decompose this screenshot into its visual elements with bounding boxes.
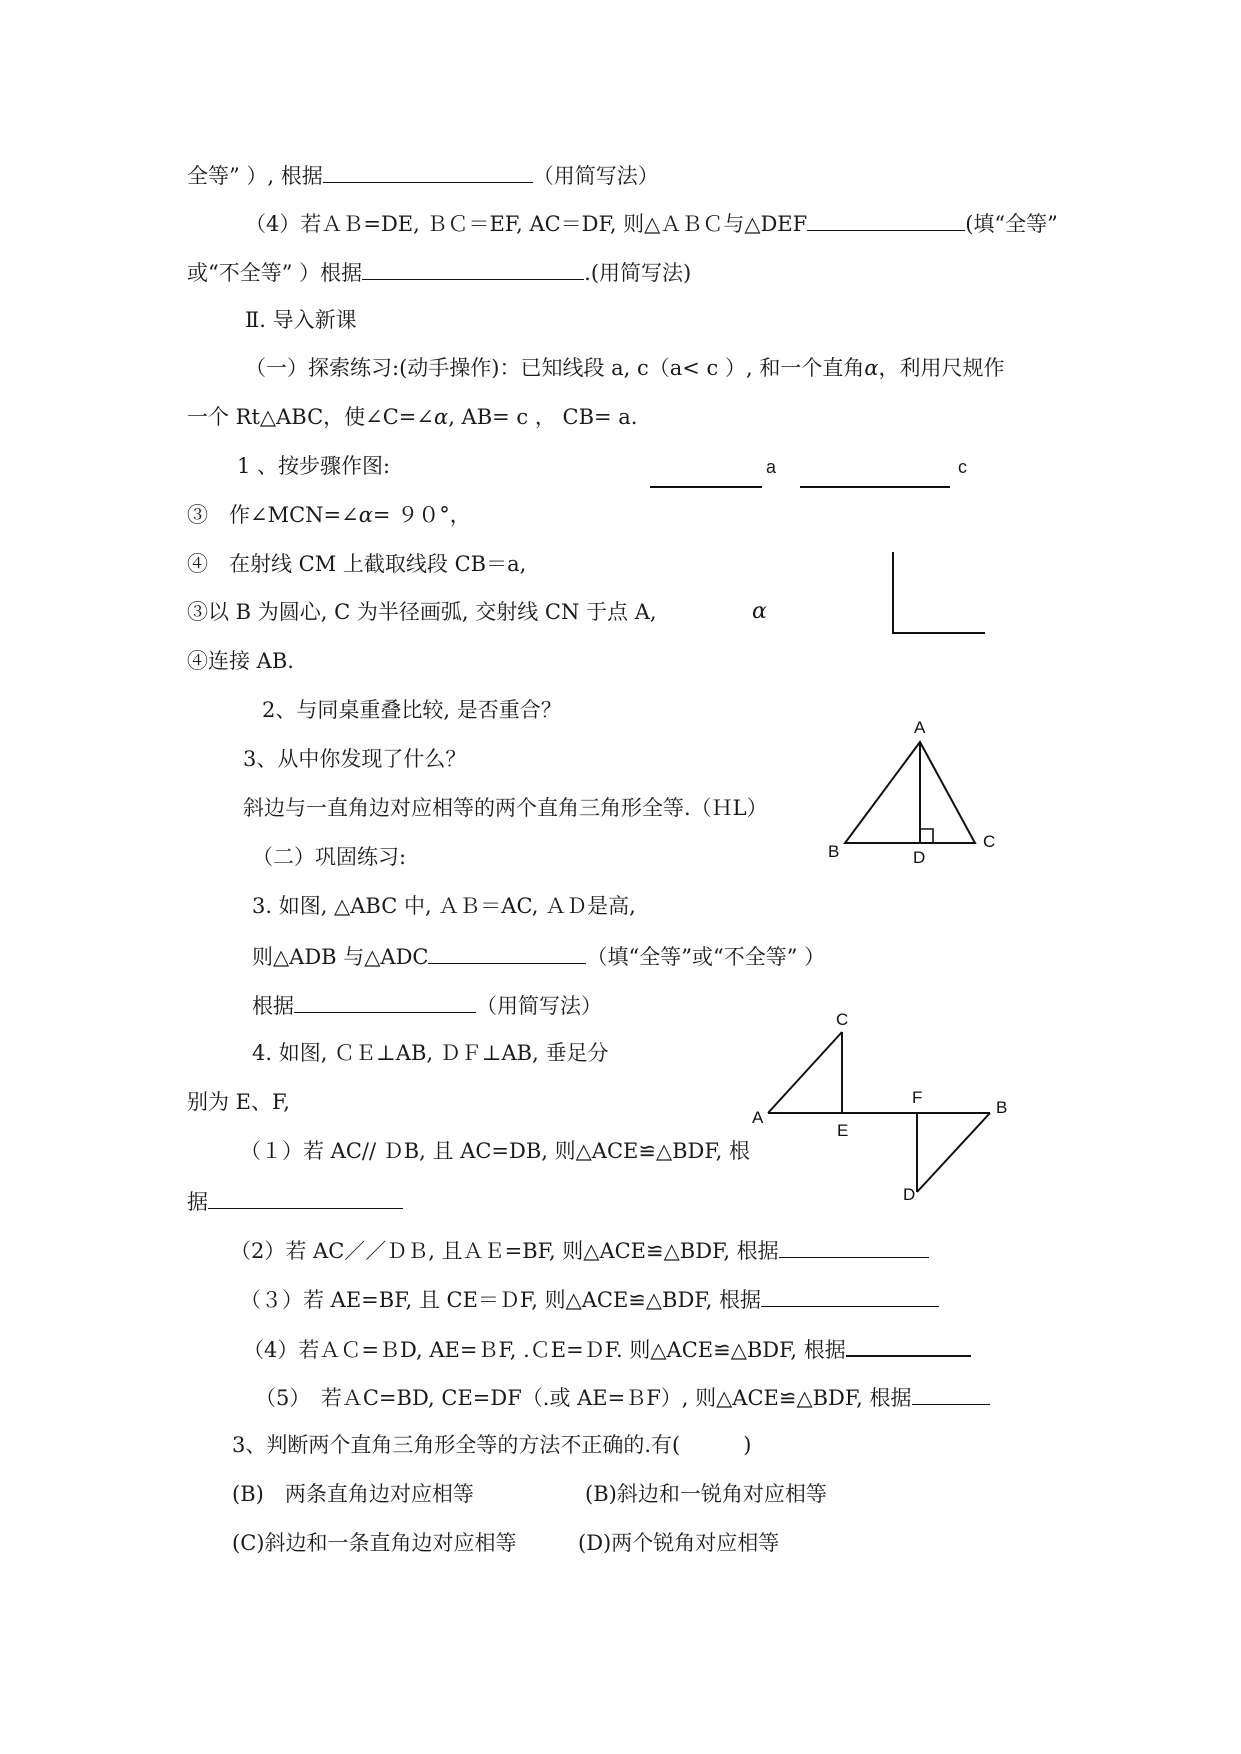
text-line-26	[255, 1382, 990, 1412]
vertex-e-label: E	[837, 1121, 849, 1140]
line-11-text: ④连接 AB.	[187, 649, 294, 673]
line-18-text: 根据	[252, 994, 294, 1018]
alpha-symbol: α	[864, 356, 879, 380]
text-line-7	[237, 452, 390, 480]
answer-blank[interactable]	[323, 160, 533, 183]
alpha-symbol: α	[434, 405, 449, 429]
text-line-2	[245, 208, 1058, 238]
vertex-b-label: B	[828, 842, 840, 861]
vertex-d-label: D	[913, 848, 926, 867]
line-9-text: ④ 在射线 CM 上截取线段 CB＝a,	[187, 552, 527, 576]
two-triangles-figure	[740, 1000, 1020, 1220]
line-12-text: 2、与同桌重叠比较, 是否重合？	[262, 698, 562, 722]
text-line-21	[240, 1137, 750, 1165]
answer-blank[interactable]	[779, 1235, 929, 1258]
line-1-text: 全等” ）, 根据	[187, 164, 323, 188]
line-7-text: 1 、按步骤作图:	[237, 454, 391, 478]
line-21-text: （１）若 AC// ＤB, 且 AC=DB, 则△ACE≌△BDF, 根	[240, 1139, 751, 1163]
option-c-text: (C)斜边和一条直角边对应相等	[232, 1531, 517, 1555]
vertex-a-label: A	[914, 718, 926, 737]
vertex-c-label: C	[836, 1010, 849, 1029]
option-b-1-text: (B) 两条直角边对应相等	[232, 1482, 474, 1506]
vertex-c-label: C	[983, 832, 996, 851]
text-line-8	[187, 501, 471, 529]
line-17-text: 则△ADB 与△ADC	[252, 945, 429, 969]
answer-blank[interactable]	[912, 1382, 990, 1405]
text-line-17	[252, 941, 825, 971]
option-b-1[interactable]	[232, 1480, 474, 1508]
option-d[interactable]	[578, 1529, 779, 1557]
segment-c	[800, 486, 950, 488]
triangle-abc-figure	[820, 715, 1020, 865]
line-2-suffix: (填“全等”	[965, 212, 1058, 236]
option-c[interactable]	[232, 1529, 516, 1557]
line-5-suffix: ，利用尺规作	[878, 356, 1005, 380]
line-2-text: （4）若ＡＢ=DE, ＢＣ＝EF, AC＝DF, 则△ＡＢＣ与△DEF	[245, 212, 808, 236]
question-3	[232, 1431, 751, 1459]
line-14-text: 斜边与一直角边对应相等的两个直角三角形全等.（ＨL）	[243, 796, 768, 820]
answer-blank[interactable]	[362, 257, 584, 280]
section-heading	[245, 306, 357, 334]
vertex-d-label: D	[903, 1185, 916, 1204]
text-line-23	[230, 1235, 929, 1265]
segment-a	[650, 486, 762, 488]
option-d-text: (D)两个锐角对应相等	[578, 1531, 780, 1555]
line-16-text: 3. 如图, △ABC 中, ＡＢ＝AC, ＡＤ是高,	[252, 894, 636, 918]
text-line-18	[252, 990, 602, 1020]
line-13-text: 3、从中你发现了什么？	[243, 747, 467, 771]
text-line-9	[187, 550, 526, 578]
line-10-text: ③以 B 为圆心, C 为半径画弧, 交射线 CN 于点 A,	[187, 600, 657, 624]
text-line-13	[243, 745, 466, 773]
vertex-a-label: A	[752, 1108, 764, 1127]
line-26-text: （5） 若ＡC=BD, CE=DF（.或 AE=ＢF）, 则△ACE≌△BDF, 根据	[255, 1386, 912, 1410]
right-angle-figure	[890, 550, 990, 630]
text-line-6	[187, 403, 638, 431]
text-line-1	[187, 160, 659, 190]
line-19-text: 4. 如图, ＣＥ⊥AB, ＤＦ⊥AB, 垂足分	[252, 1041, 609, 1065]
answer-blank[interactable]	[761, 1284, 939, 1307]
segment-c-label: c	[958, 457, 967, 477]
text-line-19	[252, 1039, 608, 1067]
line-20-text: 别为 E、F,	[187, 1090, 290, 1114]
text-line-12	[262, 696, 562, 724]
option-b-2-text: (B)斜边和一锐角对应相等	[585, 1482, 827, 1506]
line-22-text: 据	[187, 1190, 208, 1214]
line-18-suffix: （用简写法）	[476, 994, 602, 1018]
line-3-suffix: .(用简写法)	[584, 261, 692, 285]
text-line-22	[187, 1186, 403, 1216]
answer-blank[interactable]	[294, 990, 476, 1013]
text-line-3	[187, 257, 691, 287]
text-line-24	[240, 1284, 939, 1314]
question-3-text: 3、判断两个直角三角形全等的方法不正确的.有( )	[232, 1433, 752, 1457]
text-line-5	[245, 354, 1005, 382]
alpha-angle-label: α	[752, 599, 767, 624]
alpha-symbol: α	[358, 503, 373, 527]
vertex-f-label: F	[912, 1088, 923, 1107]
answer-blank[interactable]	[846, 1333, 971, 1357]
answer-blank[interactable]	[428, 941, 586, 964]
line-23-text: （2）若 AC／／ＤＢ, 且ＡＥ=BF, 则△ACE≌△BDF, 根据	[230, 1239, 779, 1263]
line-6-suffix: , AB= c ， CB= a.	[448, 405, 638, 429]
text-line-15	[252, 843, 406, 871]
text-line-11	[187, 647, 294, 675]
line-15-text: （二）巩固练习:	[252, 845, 407, 869]
line-25-text: （4）若ＡＣ=ＢD, AE=ＢF, .ＣE=ＤF. 则△ACE≌△BDF, 根据	[243, 1338, 846, 1362]
line-3-text: 或“不全等” ）根据	[187, 261, 363, 285]
text-line-20	[187, 1088, 290, 1116]
line-5-text: （一）探索练习:(动手操作)：已知线段 a, c（a< c ）, 和一个直角	[245, 356, 865, 380]
text-line-16	[252, 892, 636, 920]
text-line-25	[243, 1333, 971, 1364]
line-1-suffix: （用简写法）	[532, 164, 659, 188]
line-8-text: ③ 作∠MCN=∠	[187, 503, 359, 527]
answer-blank[interactable]	[807, 208, 965, 231]
line-8-suffix: = ９０°，	[372, 503, 471, 527]
vertex-b-label: B	[996, 1098, 1008, 1117]
line-24-text: （３）若 AE=BF, 且 CE＝ＤF, 则△ACE≌△BDF, 根据	[240, 1288, 761, 1312]
segment-a-label: a	[766, 457, 777, 477]
text-line-10	[187, 598, 657, 626]
text-line-14	[243, 794, 768, 822]
answer-blank[interactable]	[208, 1186, 403, 1209]
section-heading-text: Ⅱ. 导入新课	[245, 308, 357, 332]
line-17-suffix: （填“全等”或“不全等” ）	[586, 945, 826, 969]
line-6-text: 一个 Rt△ABC，使∠C=∠	[187, 405, 434, 429]
option-b-2[interactable]	[585, 1480, 827, 1508]
